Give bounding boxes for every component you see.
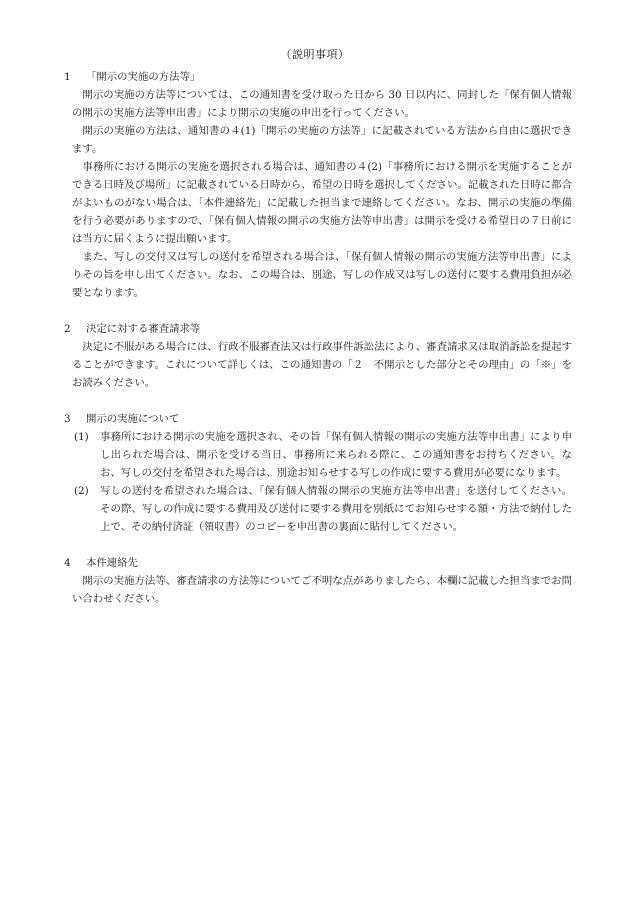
list-item-marker: (2) [74, 485, 89, 497]
section-title: 決定に対する審査請求等 [86, 323, 201, 335]
list-item-text: 写しの送付を希望された場合は、「保有個人情報の開示の実施方法等申出書」を送付してください。その際、写しの作成に要する費用及び送付に要する費用を別紙にてお知らせする額・方法で納付した上で、その納付済証（領収書）のコピーを申出書の裏面に貼付してください。 [100, 485, 572, 533]
list-item [64, 428, 572, 482]
section-heading [64, 320, 572, 338]
paragraph: 開示の実施の方法等については、この通知書を受け取った日から 30 日以内に、同封した「保有個人情報の開示の実施方法等申出書」により開示の実施の申出を行ってください。 [72, 89, 572, 119]
document-body [64, 68, 572, 608]
section-appeal [64, 320, 572, 392]
section-title: 「開示の実施の方法等」 [86, 71, 201, 83]
section-title: 開示の実施について [86, 413, 180, 425]
section-number: 1 [64, 71, 71, 83]
paragraph: 開示の実施の方法は、通知書の４(1)「開示の実施の方法等」に記載されている方法から自由に選択できます。 [72, 125, 572, 155]
section-number: 3 [64, 413, 71, 425]
section-heading [64, 410, 572, 428]
section-number: 4 [64, 557, 71, 569]
list-item [64, 482, 572, 536]
document-title: （説明事項） [280, 48, 350, 61]
section-title: 本件連絡先 [86, 557, 138, 569]
paragraph: 事務所における開示の実施を選択される場合は、通知書の４(2)「事務所における開示を実施することができる日時及び場所」に記載されている日時から、希望の日時を選択してください。記載された日時に都合がよいものがない場合は、「本件連絡先」に記載した担当まで連絡してください。なお、開示の実施の準備を行う必要がありますので、「保有個人情報の開示の実施方法等申出書」は開示を受ける希望日の７日前には当方に届くように提出願います。 [72, 161, 572, 245]
paragraph: 決定に不服がある場合には、行政不服審査法又は行政事件訴訟法により、審査請求又は取消訴訟を提起することができます。これについて詳しくは、この通知書の「２ 不開示とした部分とその理由」の「※」をお読みください。 [72, 341, 572, 389]
paragraph: また、写しの交付又は写しの送付を希望される場合は、「保有個人情報の開示の実施方法等申出書」によりその旨を申し出てください。なお、この場合は、別途、写しの作成又は写しの送付に要する費用負担が必要となります。 [72, 251, 572, 299]
section-heading [64, 554, 572, 572]
list-item-text: 事務所における開示の実施を選択され、その旨「保有個人情報の開示の実施方法等申出書」により申し出られた場合は、開示を受ける当日、事務所に来られる際に、この通知書をお持ちください。なお、写しの交付を希望された場合は、別途お知らせする写しの作成に要する費用が必要になります。 [100, 431, 572, 479]
paragraph: 開示の実施方法等、審査請求の方法等についてご不明な点がありましたら、本欄に記載した担当までお問い合わせください。 [72, 575, 572, 605]
section-disclosure-implementation [64, 410, 572, 536]
section-heading [64, 68, 572, 86]
section-disclosure-method [64, 68, 572, 302]
section-number: 2 [64, 323, 71, 335]
section-contact [64, 554, 572, 608]
list-item-marker: (1) [74, 431, 89, 443]
